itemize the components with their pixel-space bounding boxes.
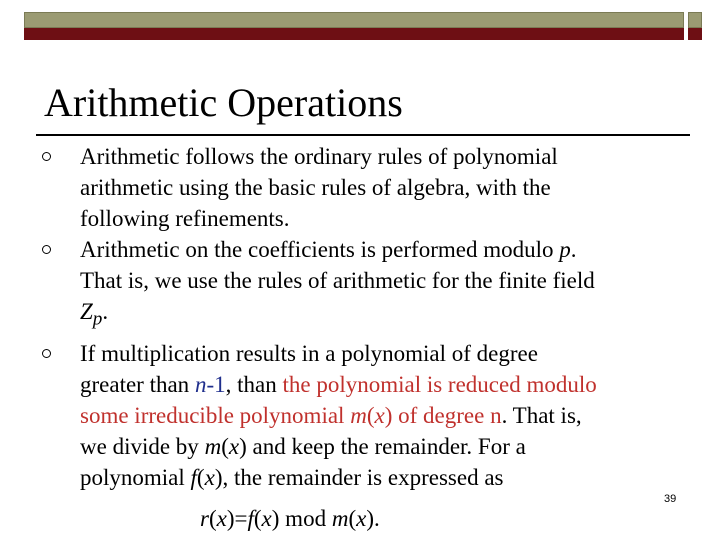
variable-n: n bbox=[194, 372, 207, 397]
bullet-2-line-3: $Z_p$. bbox=[80, 299, 109, 330]
bullet-3-line-3: some irreducible polynomial m(x) of degree n. That is, bbox=[80, 403, 582, 428]
bullet-3-text bbox=[80, 338, 700, 493]
bullet-1-marker bbox=[42, 152, 51, 161]
bullet-1-text bbox=[80, 141, 700, 234]
variable-p: p bbox=[559, 237, 571, 262]
highlight-reduced-modulo: the polynomial is reduced modulo bbox=[282, 372, 597, 397]
bullet-3-line-1: If multiplication results in a polynomial of degree bbox=[80, 341, 538, 366]
bullet-2-marker bbox=[42, 245, 51, 254]
bullet-1-line-1: Arithmetic follows the ordinary rules of polynomial bbox=[80, 144, 558, 169]
field-z: Z bbox=[80, 299, 93, 324]
bullet-1-line-2: arithmetic using the basic rules of algebra, with the bbox=[80, 175, 551, 200]
corner-block-olive bbox=[688, 12, 702, 28]
header-band bbox=[24, 12, 684, 40]
title-divider bbox=[36, 134, 690, 136]
bullet-1-line-3: following refinements. bbox=[80, 206, 290, 231]
corner-block-maroon bbox=[688, 28, 702, 40]
remainder-equation: r(x)=f(x) mod m(x). bbox=[200, 506, 380, 531]
slide-title: Arithmetic Operations bbox=[44, 80, 403, 125]
bullet-2-text bbox=[80, 234, 700, 330]
bullet-2-line-1: Arithmetic on the coefficients is performed modulo p. bbox=[80, 237, 577, 262]
bullet-3-line-5: polynomial f(x), the remainder is expressed as bbox=[80, 465, 504, 490]
header-band-olive bbox=[24, 12, 684, 28]
bullet-3-line-2: greater than n-1, than the polynomial is reduced modulo bbox=[80, 372, 597, 397]
header-band-maroon bbox=[24, 28, 684, 40]
slide-number: 39 bbox=[664, 493, 677, 505]
bullet-3-marker bbox=[42, 349, 51, 358]
field-subscript-p: p bbox=[92, 308, 103, 330]
bullet-3-line-4: we divide by m(x) and keep the remainder. For a bbox=[80, 434, 526, 459]
bullet-2-line-2: That is, we use the rules of arithmetic for the finite field bbox=[80, 268, 595, 293]
highlight-irreducible: some irreducible polynomial bbox=[80, 403, 351, 428]
